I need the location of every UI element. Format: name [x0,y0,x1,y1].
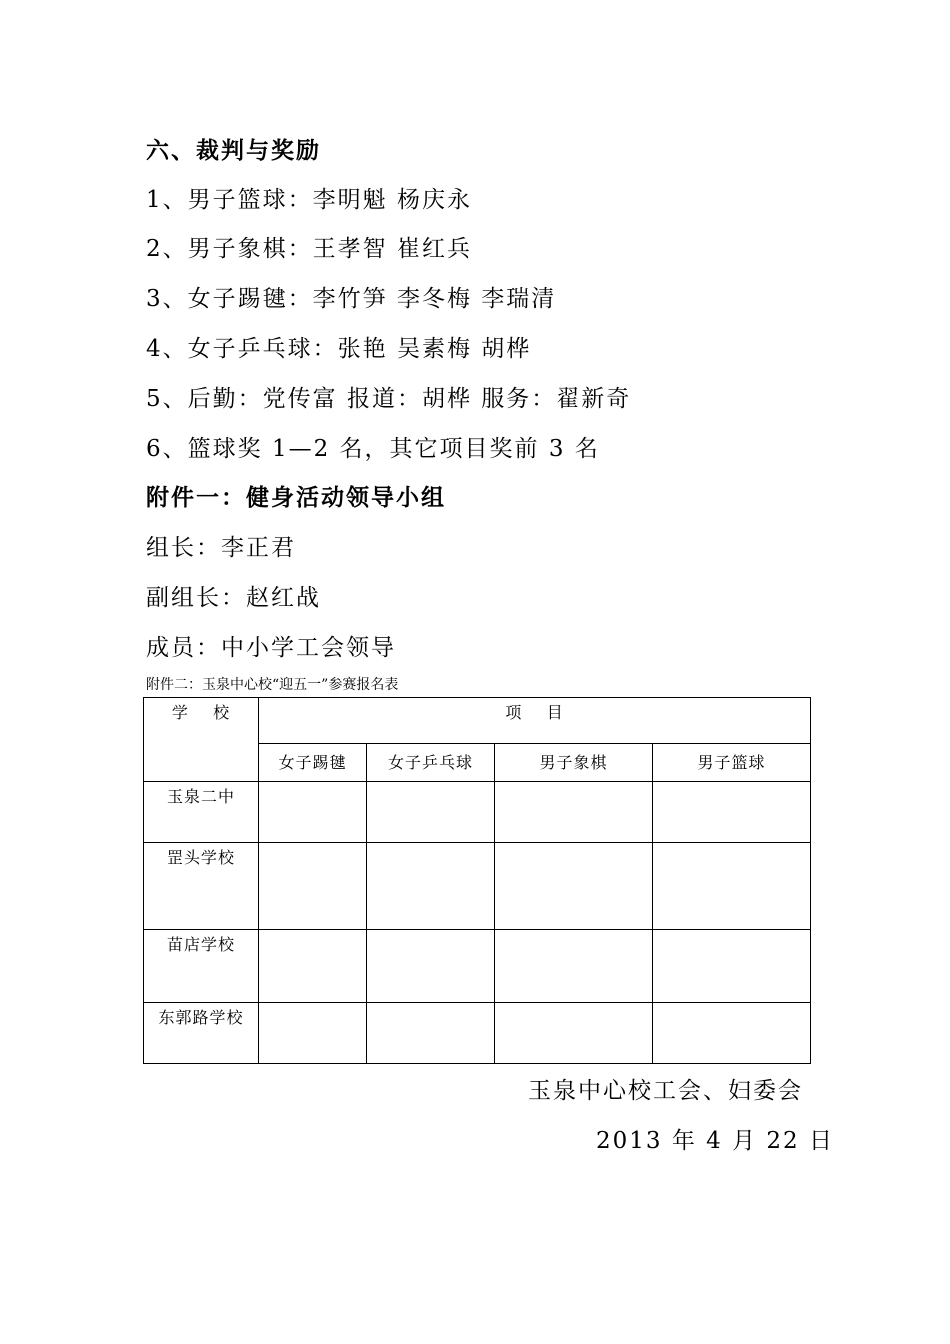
referee-line-5: 5、后勤：党传富 报道：胡桦 服务：翟新奇 [146,386,632,412]
referee-line-3: 3、女子踢毽：李竹笋 李冬梅 李瑞清 [146,286,557,312]
entry-cell [259,843,367,930]
entry-cell [367,782,495,843]
signature-org: 玉泉中心校工会、妇委会 [528,1078,803,1104]
column-header: 女子踢毽 [259,744,367,782]
registration-table [143,697,811,1064]
vice-leader-line: 副组长：赵红战 [146,585,321,611]
table-row [144,843,811,930]
table-row [144,782,811,843]
entry-cell [653,930,811,1003]
column-header: 男子篮球 [653,744,811,782]
entry-cell [495,843,653,930]
entry-cell [653,782,811,843]
entry-cell [495,782,653,843]
school-name: 玉泉二中 [144,782,259,843]
entry-cell [367,930,495,1003]
column-header: 男子象棋 [495,744,653,782]
entry-cell [259,930,367,1003]
entry-cell [495,1003,653,1064]
attachment1-heading: 附件一：健身活动领导小组 [146,485,446,511]
referee-line-2: 2、男子象棋：王孝智 崔红兵 [146,236,472,262]
entry-cell [367,843,495,930]
header-project: 项 目 [259,698,811,744]
table-row [144,930,811,1003]
table-row [144,1003,811,1064]
members-line: 成员：中小学工会领导 [146,635,396,661]
entry-cell [653,843,811,930]
entry-cell [259,782,367,843]
entry-cell [495,930,653,1003]
registration-table-caption: 附件二：玉泉中心校“迎五一”参赛报名表 [146,677,399,693]
entry-cell [367,1003,495,1064]
referee-line-1: 1、男子篮球：李明魁 杨庆永 [146,187,472,213]
leader-line: 组长：李正君 [146,535,296,561]
school-name: 罡头学校 [144,843,259,930]
school-name: 东郭路学校 [144,1003,259,1064]
entry-cell [653,1003,811,1064]
section6-heading: 六、裁判与奖励 [146,138,321,164]
school-name: 苗店学校 [144,930,259,1003]
header-school: 学 校 [144,698,259,782]
referee-line-4: 4、女子乒乓球：张艳 吴素梅 胡桦 [146,336,532,362]
award-line: 6、篮球奖 1—2 名，其它项目奖前 3 名 [146,436,600,462]
entry-cell [259,1003,367,1064]
signature-date: 2013 年 4 月 22 日 [596,1128,834,1154]
column-header: 女子乒乓球 [367,744,495,782]
